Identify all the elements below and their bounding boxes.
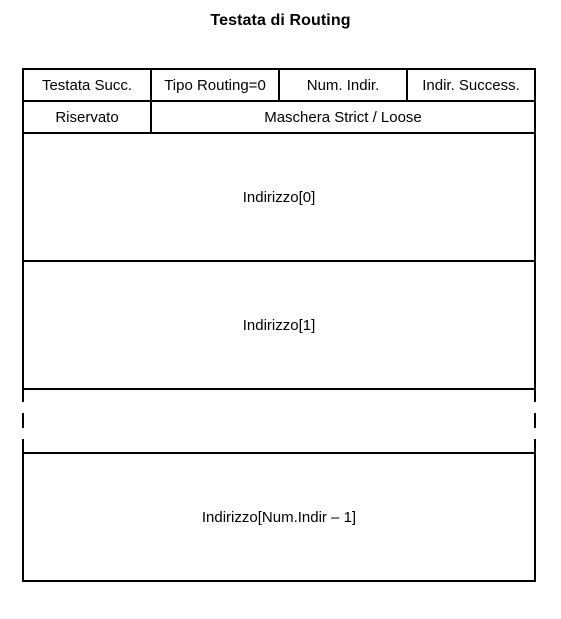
reserved-label: Riservato bbox=[55, 108, 119, 126]
address-last-label: Indirizzo[Num.Indir – 1] bbox=[201, 508, 357, 526]
cell-address-0 bbox=[22, 132, 536, 262]
cell-address-1 bbox=[22, 260, 536, 390]
gap-right-dash-2 bbox=[534, 413, 536, 428]
cell-next-header bbox=[22, 68, 152, 102]
cell-reserved bbox=[22, 100, 152, 134]
gap-left-dash-1 bbox=[22, 388, 24, 402]
next-address-label: Indir. Success. bbox=[422, 76, 520, 94]
diagram-title: Testata di Routing bbox=[210, 12, 351, 29]
address-0-label: Indirizzo[0] bbox=[242, 188, 316, 206]
cell-next-address bbox=[406, 68, 536, 102]
gap-right-dash-1 bbox=[534, 388, 536, 402]
strict-loose-mask-label: Maschera Strict / Loose bbox=[264, 108, 422, 126]
cell-address-last bbox=[22, 452, 536, 582]
gap-left-dash-2 bbox=[22, 413, 24, 428]
gap-right-dash-3 bbox=[534, 439, 536, 453]
gap-left-dash-3 bbox=[22, 439, 24, 453]
num-addresses-label: Num. Indir. bbox=[306, 76, 380, 94]
cell-routing-type bbox=[150, 68, 280, 102]
routing-type-label: Tipo Routing=0 bbox=[164, 76, 266, 94]
cell-strict-loose-mask bbox=[150, 100, 536, 134]
cell-num-addresses bbox=[278, 68, 408, 102]
next-header-label: Testata Succ. bbox=[41, 76, 133, 94]
address-1-label: Indirizzo[1] bbox=[242, 316, 316, 334]
